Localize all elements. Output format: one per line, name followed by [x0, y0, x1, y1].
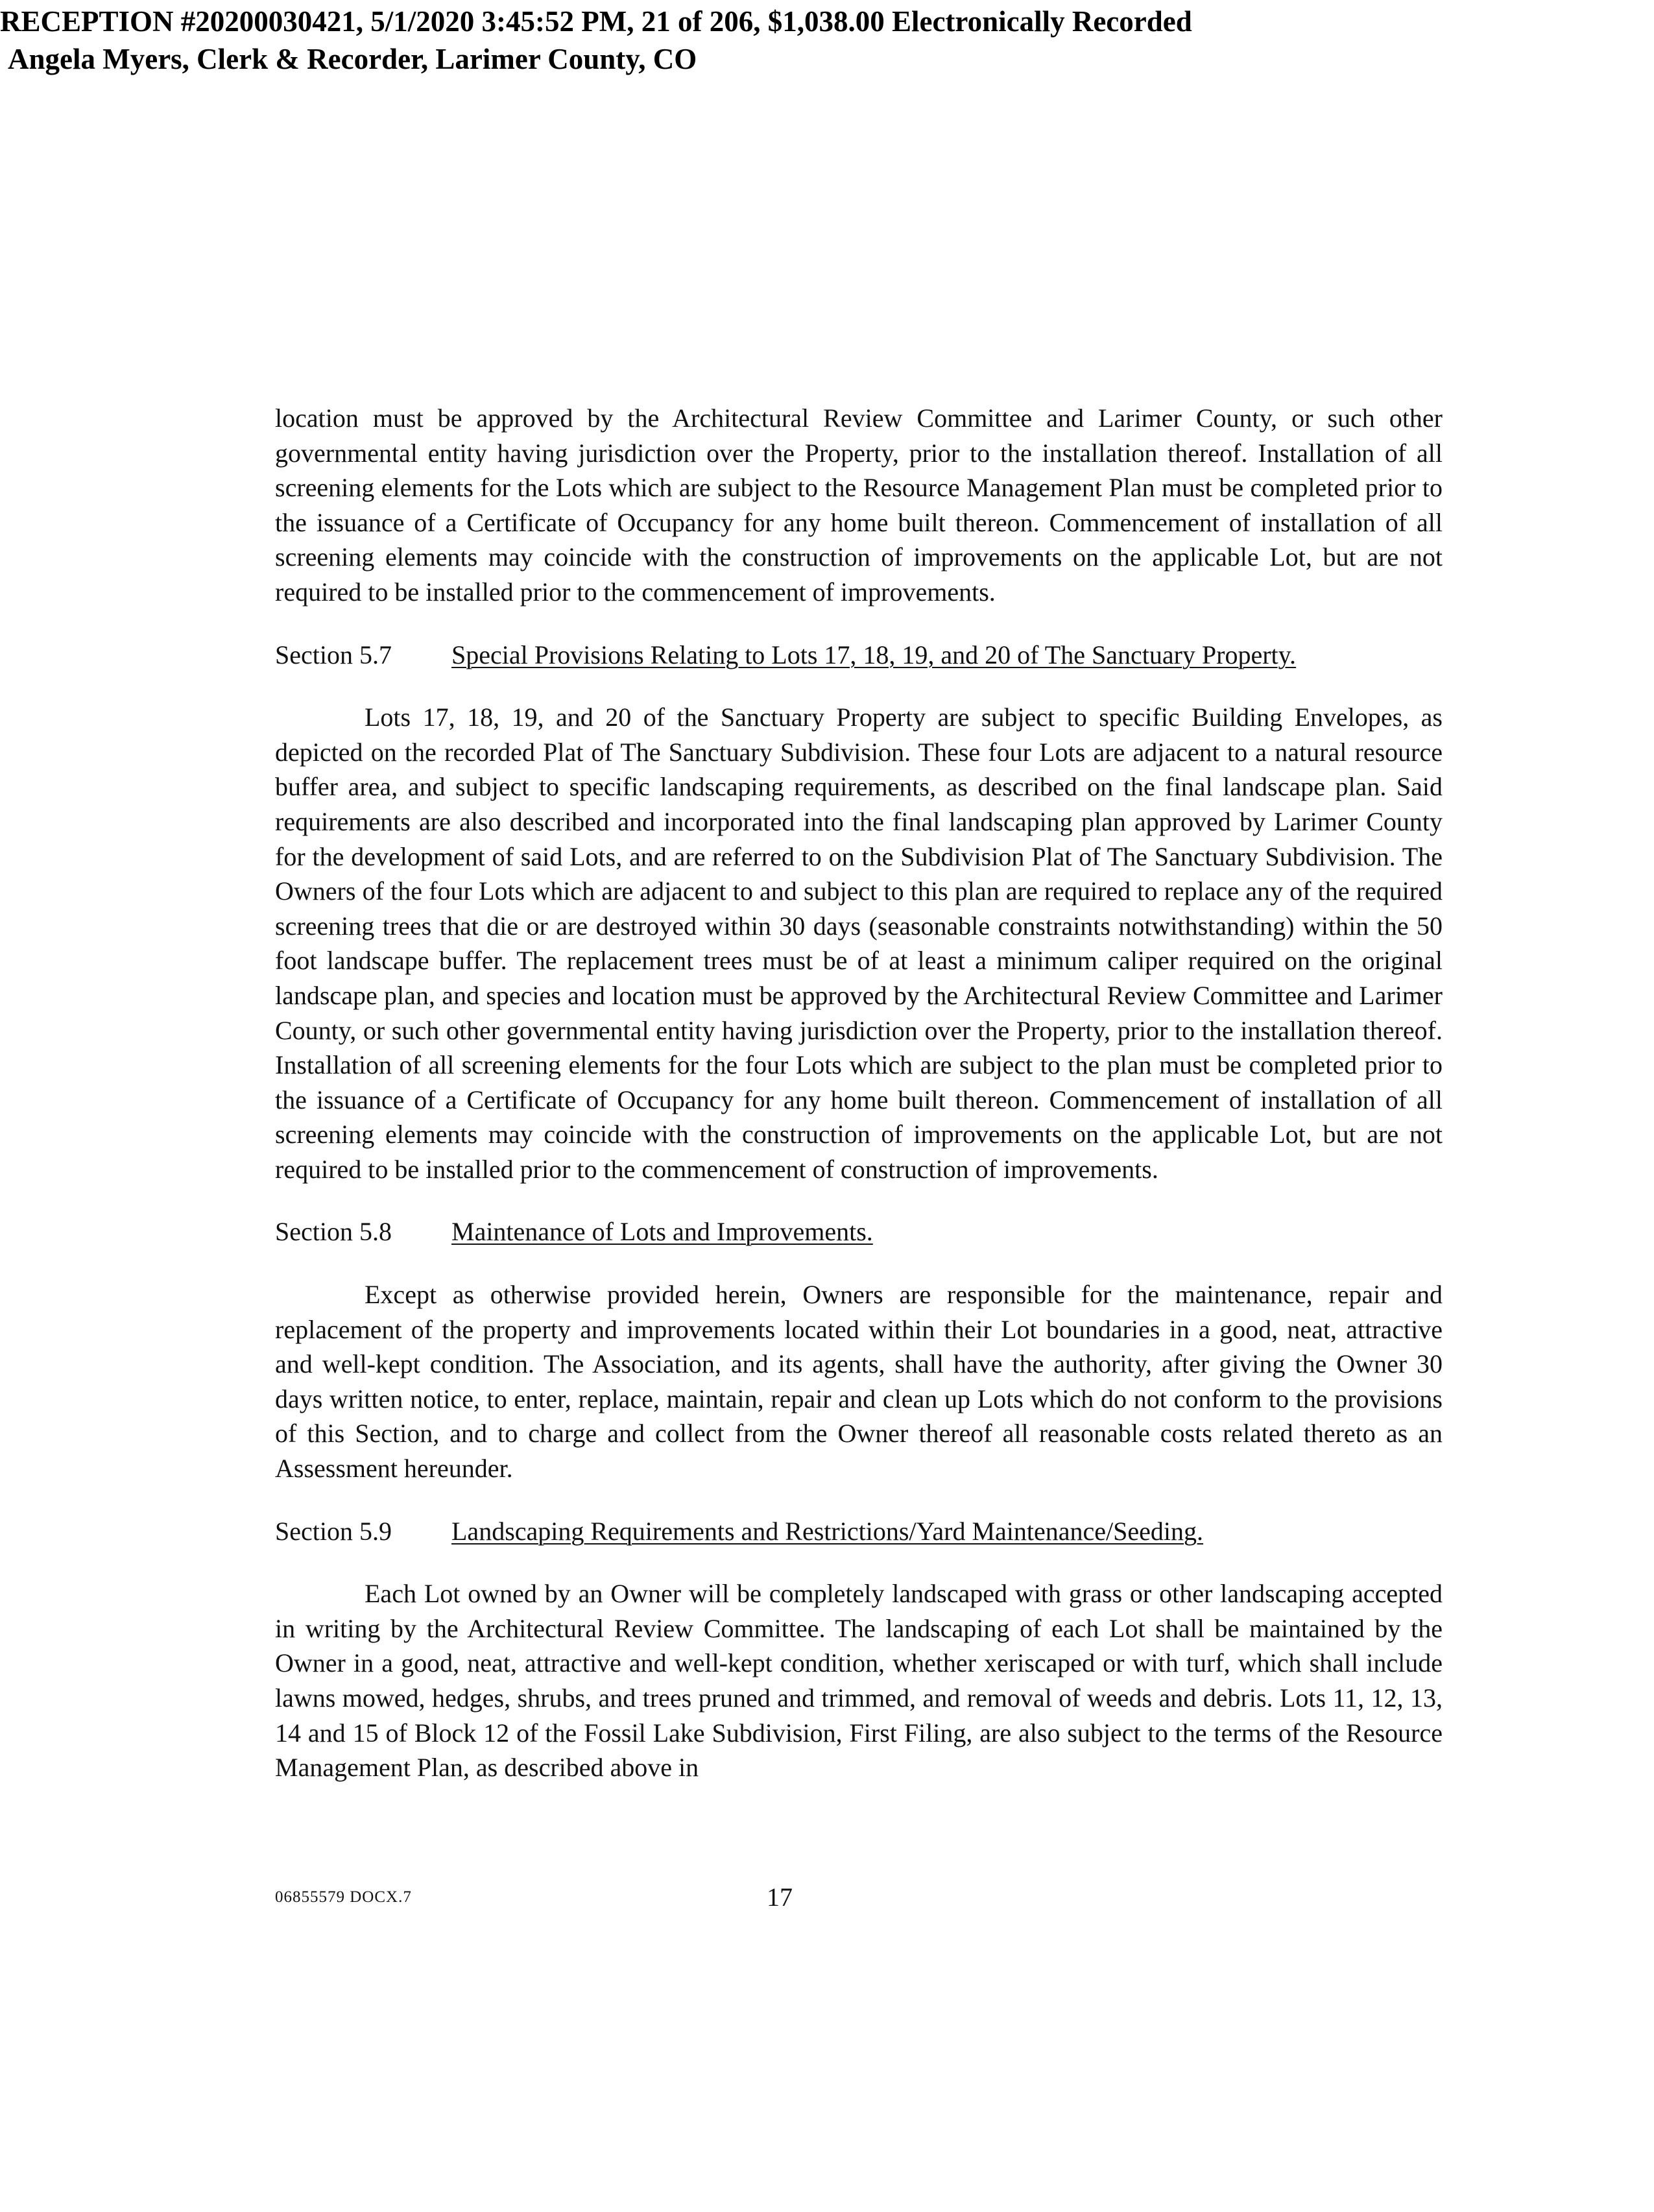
section-5-8-body: Except as otherwise provided herein, Owners are responsible for the maintenance, repair and replacement of the property and improvements located within their Lot boundaries in a good, neat, attractive and well-kept condition. The Association, and its agents, shall have the authority, after giving the Owner 30 days written notice, to enter, replace, maintain, repair and clean up Lots which do not conform to the provisions of this Section, and to charge and collect from the Owner thereof all reasonable costs related thereto as an Assessment hereunder. — [275, 1280, 1443, 1484]
section-title: Special Provisions Relating to Lots 17, 18, 19, and 20 of The Sanctuary Property. — [451, 640, 1297, 669]
document-id: 06855579 DOCX.7 — [275, 1888, 412, 1906]
continuation-paragraph: location must be approved by the Architectural Review Committee and Larimer County, or such other governmental entity having jurisdiction over the Property, prior to the installation thereof. Installation of all screening elements for the Lots which are subject to the Resource Management Plan must be completed prior to the issuance of a Certificate of Occupancy for any home built thereon. Commencement of installation of all screening elements may coincide with the construction of improvements on the applicable Lot, but are not required to be installed prior to the commencement of improvements. — [275, 403, 1443, 607]
section-number: Section 5.7 — [275, 640, 392, 669]
recording-header-line-2: Angela Myers, Clerk & Recorder, Larimer County, CO — [8, 43, 697, 75]
section-title: Landscaping Requirements and Restrictions/Yard Maintenance/Seeding. — [451, 1516, 1204, 1546]
section-title: Maintenance of Lots and Improvements. — [451, 1217, 873, 1247]
section-5-8-heading — [275, 1214, 1443, 1249]
section-5-9-heading — [275, 1514, 1443, 1549]
recording-header — [0, 3, 1297, 78]
section-number: Section 5.9 — [275, 1516, 392, 1546]
page-footer — [275, 1882, 1443, 1921]
document-body — [275, 401, 1443, 1785]
section-number: Section 5.8 — [275, 1217, 392, 1247]
section-5-9-body: Each Lot owned by an Owner will be completely landscaped with grass or other landscaping accepted in writing by the Architectural Review Committee. The landscaping of each Lot shall be maintained by the Owner in a good, neat, attractive and well-kept condition, whether xeriscaped or with turf, which shall include lawns mowed, hedges, shrubs, and trees pruned and trimmed, and removal of weeds and debris. Lots 11, 12, 13, 14 and 15 of Block 12 of the Fossil Lake Subdivision, First Filing, are also subject to the terms of the Resource Management Plan, as described above in — [275, 1579, 1443, 1783]
section-5-7-heading — [275, 638, 1443, 673]
page-number: 17 — [767, 1882, 793, 1912]
section-5-7-body: Lots 17, 18, 19, and 20 of the Sanctuary Property are subject to specific Building Envelopes, as depicted on the recorded Plat of The Sanctuary Subdivision. These four Lots are adjacent to a natural resource buffer area, and subject to specific landscaping requirements, as described on the final landscape plan. Said requirements are also described and incorporated into the final landscaping plan approved by Larimer County for the development of said Lots, and are referred to on the Subdivision Plat of The Sanctuary Subdivision. The Owners of the four Lots which are adjacent to and subject to this plan are required to replace any of the required screening trees that die or are destroyed within 30 days (seasonable constraints notwithstanding) within the 50 foot landscape buffer. The replacement trees must be of at least a minimum caliper required on the original landscape plan, and species and location must be approved by the Architectural Review Committee and Larimer County, or such other governmental entity having jurisdiction over the Property, prior to the installation thereof. Installation of all screening elements for the four Lots which are subject to the plan must be completed prior to the issuance of a Certificate of Occupancy for any home built thereon. Commencement of installation of all screening elements may coincide with the construction of improvements on the applicable Lot, but are not required to be installed prior to the commencement of construction of improvements. — [275, 703, 1443, 1184]
recording-header-line-1: RECEPTION #20200030421, 5/1/2020 3:45:52 PM, 21 of 206, $1,038.00 Electronically Recorded — [0, 5, 1192, 38]
